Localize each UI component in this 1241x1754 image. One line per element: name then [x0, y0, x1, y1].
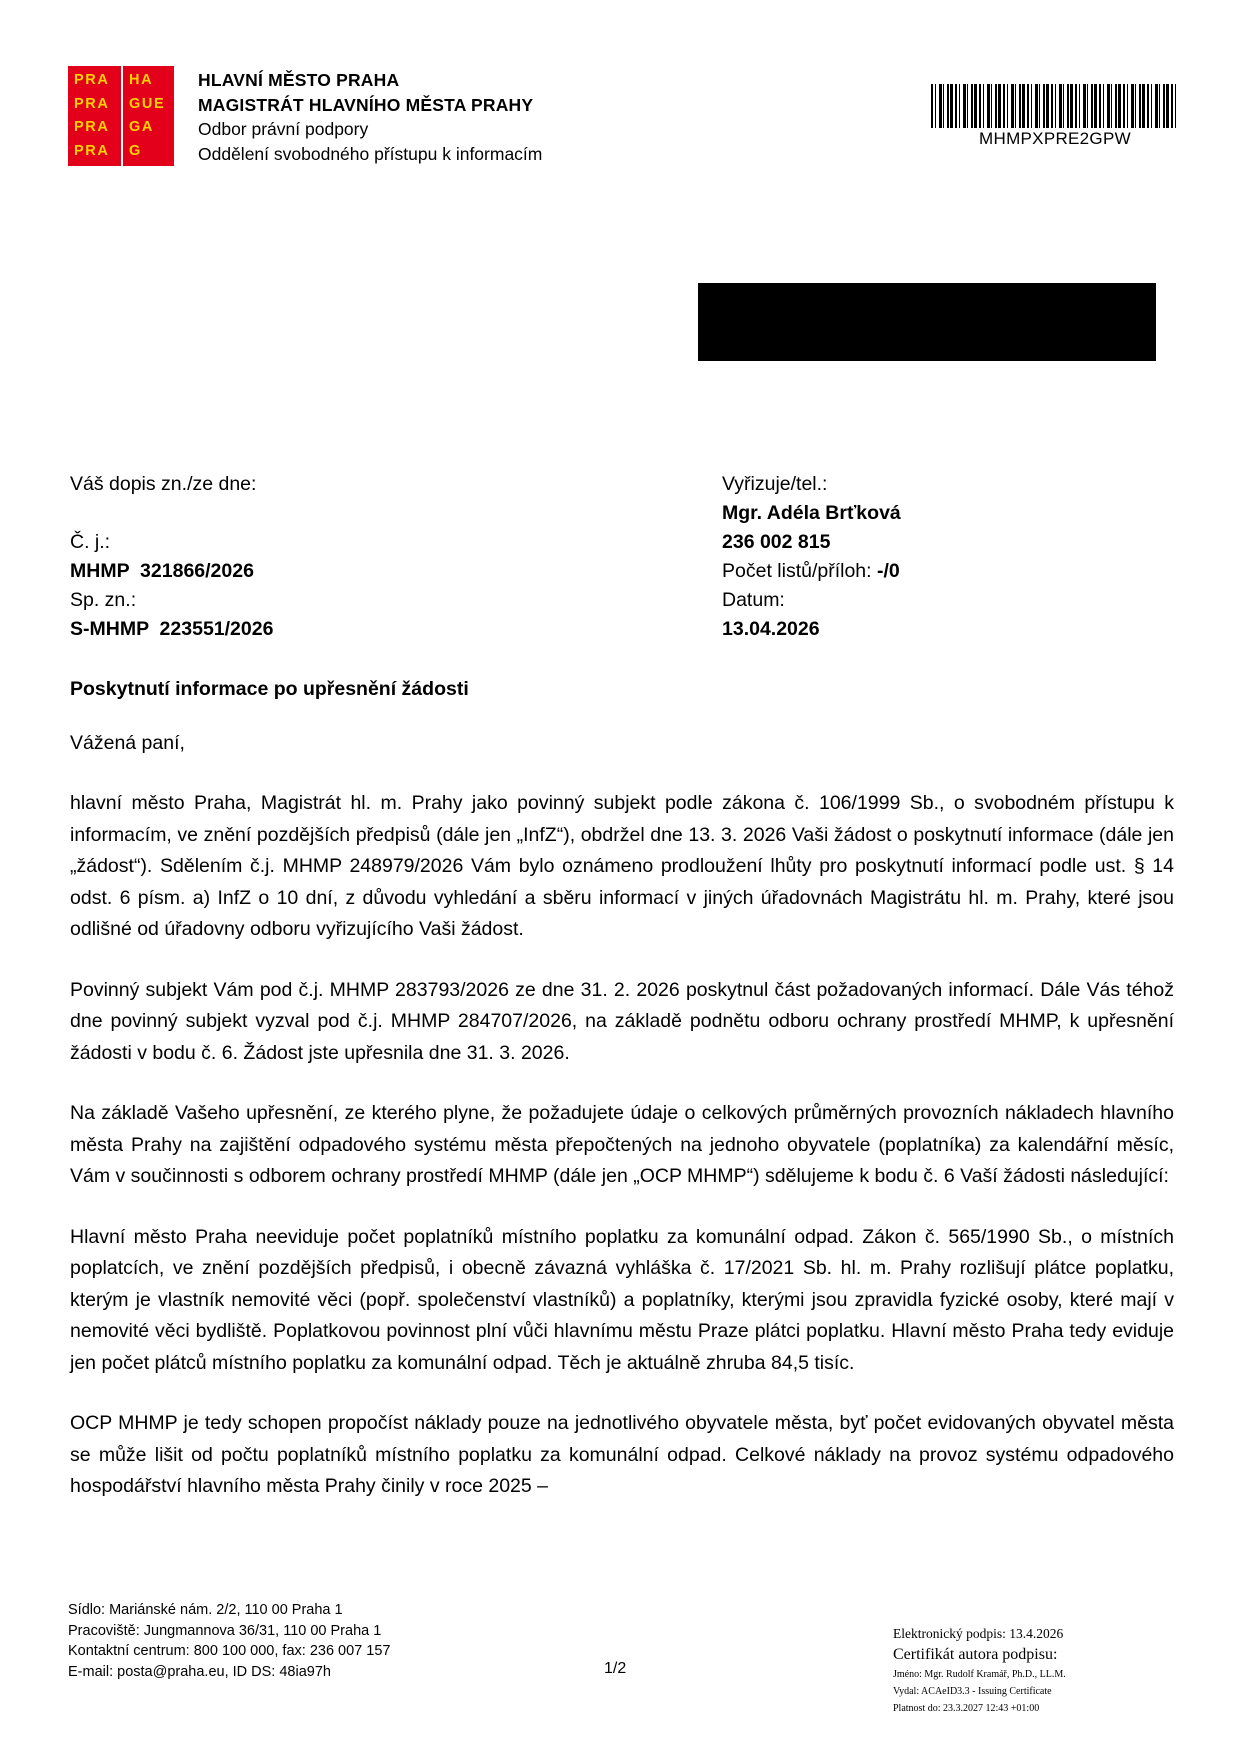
logo-text-pra-1: PRA: [74, 72, 110, 88]
file-number-value: MHMP 321866/2026: [70, 560, 254, 582]
sheets-count-row: [722, 557, 1182, 586]
file-number-label: Č. j.:: [70, 531, 111, 553]
body-paragraph-1: hlavní město Praha, Magistrát hl. m. Prahy jako povinný subjekt podle zákona č. 106/1999 Sb., o svobodném přístupu k informacím, ve znění pozdějších předpisů (dále jen „InfZ“), obdržel dne 13. 3. 2026 Vaši žádost o poskytnutí informace (dále jen „žádost“). Sdělením č.j. MHMP 248979/2026 Vám bylo oznámeno prodloužení lhůty pro poskytnutí informací podle ust. § 14 odst. 6 písm. a) InfZ o 10 dní, z důvodu vyhledání a sběru informací v jiných úřadovnách Magistrátu hl. m. Prahy, které jsou odlišné od úřadovny odboru vyřizujícího Vaši žádost.: [70, 792, 1174, 940]
praha-logo: [68, 66, 176, 166]
your-ref-label: Váš dopis zn./ze dne:: [70, 473, 257, 495]
date-value: 13.04.2026: [722, 618, 820, 640]
body-paragraph-5: OCP MHMP je tedy schopen propočíst náklady pouze na jednotlivého obyvatele města, byť počet evidovaných obyvatel města se může lišit od počtu poplatníků místního poplatku za komunální odpad. Celkové náklady na provoz systému odpadového hospodářství hlavního města Prahy činily v roce 2025 –: [70, 1412, 1174, 1497]
handler-phone: 236 002 815: [722, 531, 831, 553]
signature-validity: Platnost do: 23.3.2027 12:43 +01:00: [893, 1703, 1040, 1714]
letter-body: [70, 728, 1174, 1532]
logo-text-pra-3: PRA: [74, 119, 110, 135]
case-number-value: S-MHMP 223551/2026: [70, 618, 274, 640]
handler-label: Vyřizuje/tel.:: [722, 473, 828, 495]
sheets-count-label: Počet listů/příloh:: [722, 560, 877, 582]
date-label: Datum:: [722, 589, 785, 611]
logo-text-gue: GUE: [129, 95, 166, 112]
organization-block: [198, 66, 542, 166]
body-paragraph-4: Hlavní město Praha neeviduje počet poplatníků místního poplatku za komunální odpad. Zákon č. 565/1990 Sb., o místních poplatcích, ve znění pozdějších předpisů, i obecně závazná vyhláška č. 17/2021 Sb. hl. m. Prahy rozlišují plátce poplatku, kterým je vlastník nemovité věci (popř. společenství vlastníků) a poplatníky, kterými jsou zpravidla fyzické osoby, které mají v nemovité věci bydliště. Poplatkovou povinnost plní vůči hlavnímu městu Praze plátci poplatku. Hlavní město Praha tedy eviduje jen počet plátců místního poplatku za komunální odpad. Těch je aktuálně zhruba 84,5 tisíc.: [70, 1225, 1174, 1374]
sheets-count-value: -/0: [877, 560, 900, 582]
electronic-signature-block: [893, 1624, 1193, 1717]
reference-block-left: [70, 470, 590, 644]
logo-text-pra-2: PRA: [74, 95, 110, 112]
signature-date: Elektronický podpis: 13.4.2026: [893, 1626, 1064, 1641]
page-number: 1/2: [604, 1660, 627, 1677]
logo-text-g: G: [129, 142, 142, 159]
case-number-label: Sp. zn.:: [70, 589, 137, 611]
org-name-magistrate: MAGISTRÁT HLAVNÍHO MĚSTA PRAHY: [198, 94, 534, 115]
department-name: Odbor právní podpory: [198, 119, 369, 139]
letterhead: [68, 66, 542, 166]
reference-block-right: [722, 470, 1182, 644]
footer-contact-block: [68, 1600, 390, 1682]
signature-name: Jméno: Mgr. Rudolf Kramář, Ph.D., LL.M.: [893, 1669, 1066, 1680]
footer-email: E-mail: posta@praha.eu, ID DS: 48ia97h: [68, 1663, 331, 1680]
signature-issuer: Vydal: ACAeID3.3 - Issuing Certificate: [893, 1686, 1052, 1697]
footer-contact-centre: Kontaktní centrum: 800 100 000, fax: 236 007 157: [68, 1643, 391, 1659]
logo-text-pra-4: PRA: [74, 142, 110, 159]
body-paragraph-2: Povinný subjekt Vám pod č.j. MHMP 283793/2026 ze dne 31. 2. 2026 poskytnul část požadovaných informací. Dále Vás téhož dne povinný subjekt vyzval pod č.j. MHMP 284707/2026, na základě podnětu odboru ochrany prostředí MHMP, k upřesnění žádosti v bodu č. 6. Žádost jste upřesnila dne 31. 3. 2026.: [70, 978, 1174, 1064]
barcode-block: [931, 84, 1179, 149]
letter-subject: Poskytnutí informace po upřesnění žádosti: [70, 678, 469, 700]
redacted-recipient-block: [698, 283, 1156, 361]
salutation: Vážená paní,: [70, 732, 185, 754]
logo-text-ga: GA: [129, 119, 154, 135]
barcode-image: [931, 84, 1179, 128]
logo-text-ha: HA: [129, 72, 154, 88]
reference-spacer: [70, 499, 590, 528]
footer-address: Sídlo: Mariánské nám. 2/2, 110 00 Praha 1: [68, 1602, 343, 1618]
division-name: Oddělení svobodného přístupu k informacím: [198, 143, 543, 164]
signature-certificate-label: Certifikát autora podpisu:: [893, 1646, 1058, 1663]
handler-name: Mgr. Adéla Brťková: [722, 502, 901, 524]
barcode-label: MHMPXPRE2GPW: [979, 129, 1131, 148]
logo-column-right: [123, 66, 174, 166]
footer-workplace: Pracoviště: Jungmannova 36/31, 110 00 Praha 1: [68, 1622, 382, 1639]
org-name-city: HLAVNÍ MĚSTO PRAHA: [198, 70, 400, 90]
body-paragraph-3: Na základě Vašeho upřesnění, ze kterého plyne, že požadujete údaje o celkových průměrných provozních nákladech hlavního města Prahy na zajištění odpadového systému města přepočtených na jednoho obyvatele (poplatníka) za kalendářní měsíc, Vám v součinnosti s odborem ochrany prostředí MHMP (dále jen „OCP MHMP“) sdělujeme k bodu č. 6 Vaší žádosti následující:: [70, 1102, 1174, 1187]
logo-column-left: [68, 66, 121, 166]
